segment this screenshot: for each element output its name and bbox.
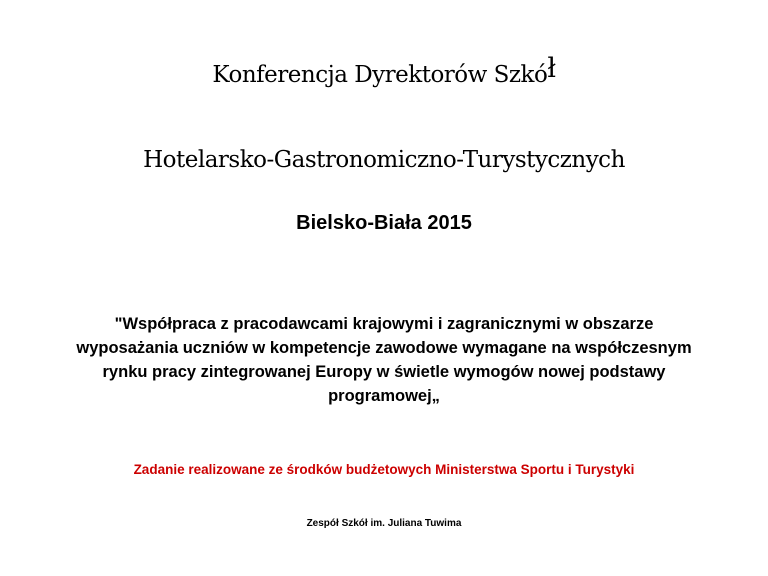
conference-location-year: Bielsko-Biała 2015 xyxy=(296,212,472,234)
conference-title-line-2: Hotelarsko-Gastronomiczno-Turystycznych xyxy=(143,147,625,173)
school-name: Zespół Szkół im. Juliana Tuwima xyxy=(306,518,462,529)
topic-line-3: rynku pracy zintegrowanej Europy w świetle wymogów nowej podstawy xyxy=(102,363,666,381)
conference-topic xyxy=(20,312,748,408)
topic-line-1: "Współpraca z pracodawcami krajowymi i zagranicznymi w obszarze xyxy=(114,315,654,333)
conference-title-line-1 xyxy=(0,53,768,89)
conference-title-last-letter: ł xyxy=(547,53,556,84)
funding-note: Zadanie realizowane ze środków budżetowych Ministerstwa Sportu i Turystyki xyxy=(133,462,635,477)
topic-line-2: wyposażania uczniów w kompetencje zawodowe wymagane na współczesnym xyxy=(76,339,692,357)
topic-line-4: programowej„ xyxy=(328,387,440,405)
conference-title-text: Konferencja Dyrektorów Szkó xyxy=(212,62,548,88)
